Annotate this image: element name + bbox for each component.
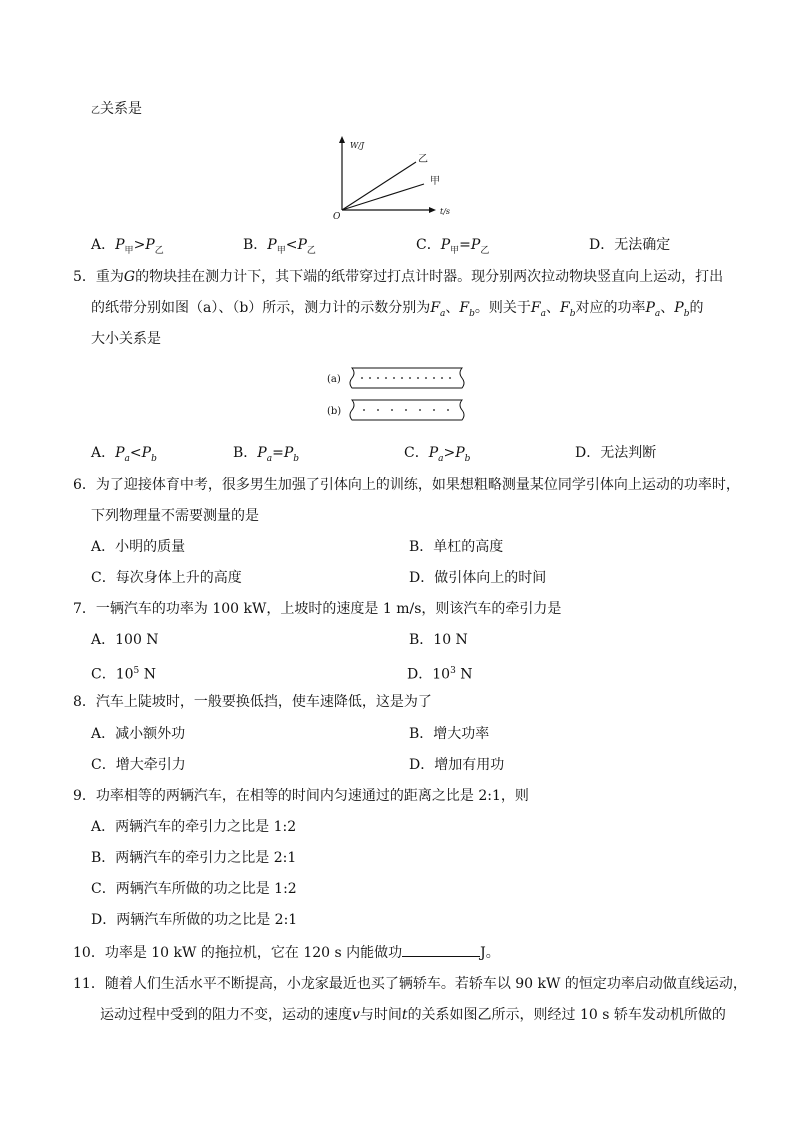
- q4-graph-origin: O: [333, 212, 341, 222]
- option-letter: D．: [409, 757, 435, 773]
- tape-b-dots: [363, 409, 449, 411]
- q4-graph-x-label: t/s: [440, 207, 451, 216]
- option-letter: C．: [91, 881, 116, 897]
- q11-line-2: 运动过程中受到的阻力不变，运动的速度v与时间t的关系如图乙所示，则经过 10 s 轿车发动机所做的: [100, 1007, 726, 1023]
- q8-option-d[interactable]: D．增加有用功: [409, 757, 505, 773]
- q4-graph-line-lower: [342, 184, 424, 210]
- option-letter: A．: [91, 819, 116, 835]
- question-number: 11．: [73, 976, 105, 992]
- q7-option-c[interactable]: C．$10^5$ N: [91, 666, 156, 683]
- question-number: 7．: [73, 601, 96, 617]
- q6-option-c[interactable]: C．每次身体上升的高度: [91, 570, 242, 586]
- option-letter: B．: [91, 850, 116, 866]
- q4-tail-sub: 乙: [91, 106, 101, 116]
- q9-option-c[interactable]: C．两辆汽车所做的功之比是 1:2: [91, 881, 297, 897]
- option-letter: B．: [409, 632, 434, 648]
- option-letter: D．: [575, 445, 601, 461]
- question-number: 8．: [73, 694, 96, 710]
- option-letter: A．: [91, 632, 116, 648]
- q4-graph: [328, 132, 460, 222]
- q5-line-3: 大小关系是: [91, 331, 161, 347]
- q4-tail-line: [91, 100, 142, 120]
- q4-graph-label-upper: 乙: [418, 154, 428, 165]
- q4-graph-x-arrow: [429, 207, 436, 213]
- q4-option-a[interactable]: A．$P_甲>P_乙$: [91, 237, 164, 256]
- option-letter: B．: [409, 539, 434, 555]
- q6-option-b[interactable]: B．单杠的高度: [409, 539, 504, 555]
- q5-option-c[interactable]: C．$P_a>P_b$: [404, 445, 471, 464]
- question-number: 9．: [73, 788, 96, 804]
- q7-option-b[interactable]: B．10 N: [409, 632, 468, 648]
- option-letter: A．: [91, 237, 116, 253]
- q11-line-1: 11．随着人们生活水平不断提高，小龙家最近也买了辆轿车。若轿车以 90 kW 的恒定功率启动做直线运动，: [73, 976, 747, 992]
- tape-b: [350, 400, 464, 420]
- question-number: 5．: [73, 269, 96, 285]
- option-letter: D．: [91, 912, 117, 928]
- question-number: 6．: [73, 477, 96, 493]
- option-letter: D．: [409, 570, 435, 586]
- q6-line-1: 6．为了迎接体育中考，很多男生加强了引体向上的训练，如果想粗略测量某位同学引体向上运动的功率时，: [73, 477, 740, 493]
- option-letter: A．: [91, 539, 116, 555]
- q5-line-2: 的纸带分别如图（a）、（b）所示，测力计的示数分别为$F_a$、$F_b$。则关于$F_a$、$F_b$对应的功率$P_a$、$P_b$的: [91, 300, 704, 319]
- option-letter: A．: [91, 445, 116, 461]
- q5-line-1: 5．重为G的物块挂在测力计下，其下端的纸带穿过打点计时器。现分别两次拉动物块竖直向上运动，打出: [73, 269, 724, 285]
- q4-graph-label-lower: 甲: [430, 176, 440, 187]
- q6-option-d[interactable]: D．做引体向上的时间: [409, 570, 547, 586]
- q7-stem: 7．一辆汽车的功率为 100 kW，上坡时的速度是 1 m/s，则该汽车的牵引力是: [73, 601, 562, 617]
- option-letter: C．: [91, 757, 116, 773]
- option-letter: B．: [409, 726, 434, 742]
- q8-option-a[interactable]: A．减小额外功: [91, 726, 186, 742]
- q5-option-a[interactable]: A．$P_a<P_b$: [91, 445, 157, 464]
- q10-stem: 10．功率是 10 kW 的拖拉机，它在 120 s 内能做功 J。: [73, 945, 500, 961]
- q4-graph-line-upper: [342, 162, 416, 210]
- q4-graph-y-arrow: [339, 136, 345, 143]
- q8-option-c[interactable]: C．增大牵引力: [91, 757, 186, 773]
- tape-a: [350, 368, 464, 388]
- option-letter: B．: [233, 445, 258, 461]
- q8-option-b[interactable]: B．增大功率: [409, 726, 490, 742]
- q6-option-a[interactable]: A．小明的质量: [91, 539, 186, 555]
- tape-b-label: (b): [327, 406, 342, 417]
- q10-answer-blank[interactable]: [402, 943, 480, 957]
- option-letter: D．: [589, 237, 615, 253]
- q8-stem: 8．汽车上陡坡时，一般要换低挡，使车速降低，这是为了: [73, 694, 432, 710]
- tape-a-dots: [361, 377, 451, 379]
- q7-option-d[interactable]: D．$10^3$ N: [407, 666, 473, 683]
- q5-option-b[interactable]: B．$P_a=P_b$: [233, 445, 300, 464]
- q4-option-d[interactable]: D．无法确定: [589, 237, 671, 253]
- q5-tape-figure: [324, 364, 472, 424]
- tape-a-label: (a): [327, 374, 341, 385]
- option-letter: C．: [91, 570, 116, 586]
- q4-graph-y-label: W/J: [350, 141, 365, 150]
- q9-option-b[interactable]: B．两辆汽车的牵引力之比是 2:1: [91, 850, 297, 866]
- question-number: 10．: [73, 945, 105, 961]
- option-letter: D．: [407, 666, 433, 683]
- q7-option-a[interactable]: A．100 N: [91, 632, 159, 648]
- q9-option-a[interactable]: A．两辆汽车的牵引力之比是 1:2: [91, 819, 297, 835]
- q4-tail-text: 关系是: [100, 101, 143, 117]
- q4-option-b[interactable]: B．$P_甲<P_乙$: [243, 237, 316, 256]
- q9-stem: 9．功率相等的两辆汽车，在相等的时间内匀速通过的距离之比是 2:1，则: [73, 788, 529, 804]
- q4-option-c[interactable]: C．$P_甲=P_乙$: [416, 237, 490, 256]
- option-letter: C．: [416, 237, 441, 253]
- q9-option-d[interactable]: D．两辆汽车所做的功之比是 2:1: [91, 912, 298, 928]
- option-letter: C．: [404, 445, 429, 461]
- option-letter: C．: [91, 666, 116, 683]
- q6-line-2: 下列物理量不需要测量的是: [91, 508, 259, 524]
- q5-option-d[interactable]: D．无法判断: [575, 445, 657, 461]
- option-letter: B．: [243, 237, 268, 253]
- option-letter: A．: [91, 726, 116, 742]
